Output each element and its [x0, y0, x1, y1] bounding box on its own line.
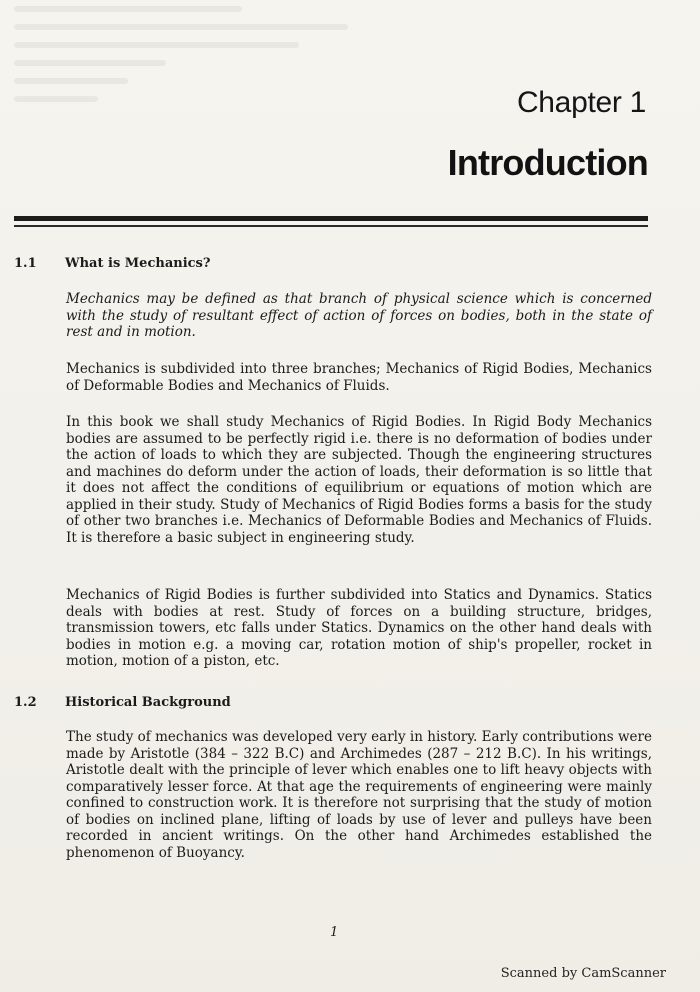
- scanner-watermark: Scanned by CamScanner: [500, 966, 666, 981]
- heading-rule-thin: [14, 225, 648, 227]
- body-paragraph: Mechanics is subdivided into three branches; Mechanics of Rigid Bodies, Mechanics of Deformable Bodies and Mechanics of Fluids.: [66, 361, 652, 394]
- body-paragraph: In this book we shall study Mechanics of Rigid Bodies. In Rigid Body Mechanics bodies are assumed to be perfectly rigid i.e. there is no deformation of bodies under the action of loads to which they are subjected. Though the engineering structures and machines do deform under the action of loads, their deformation is so little that it does not affect the conditions of equilibrium or equations of motion which are applied in their study. Study of Mechanics of Rigid Bodies forms a basis for the study of other two branches i.e. Mechanics of Deformable Bodies and Mechanics of Fluids. It is therefore a basic subject in engineering study.: [66, 414, 652, 546]
- section-title: What is Mechanics?: [65, 256, 211, 271]
- body-paragraph: The study of mechanics was developed very early in history. Early contributions were made by Aristotle (384 – 322 B.C) and Archimedes (287 – 212 B.C). In his writings, Aristotle dealt with the principle of lever which enables one to lift heavy objects with comparatively lesser force. At that age the requirements of engineering were mainly confined to construction work. It is therefore not surprising that the study of motion of bodies on inclined plane, lifting of loads by use of lever and pulleys have been recorded in ancient writings. On the other hand Archimedes established the phenomenon of Buoyancy.: [66, 729, 652, 861]
- page-number: 1: [330, 925, 339, 940]
- section-number: 1.2: [14, 695, 37, 710]
- chapter-title: Introduction: [447, 142, 648, 183]
- body-paragraph: Mechanics of Rigid Bodies is further subdivided into Statics and Dynamics. Statics deals with bodies at rest. Study of forces on a building structure, bridges, transmission towers, etc falls under Statics. Dynamics on the other hand deals with bodies in motion e.g. a moving car, rotation motion of ship's propeller, rocket in motion, motion of a piston, etc.: [66, 587, 652, 669]
- section-number: 1.1: [14, 256, 37, 271]
- section-title: Historical Background: [65, 695, 231, 710]
- heading-rule-thick: [14, 216, 648, 221]
- definition-paragraph: Mechanics may be defined as that branch of physical science which is concerned with the study of resultant effect of action of forces on bodies, both in the state of rest and in motion.: [66, 291, 652, 340]
- bleed-through-texture: [14, 6, 394, 216]
- chapter-label: Chapter 1: [516, 86, 646, 119]
